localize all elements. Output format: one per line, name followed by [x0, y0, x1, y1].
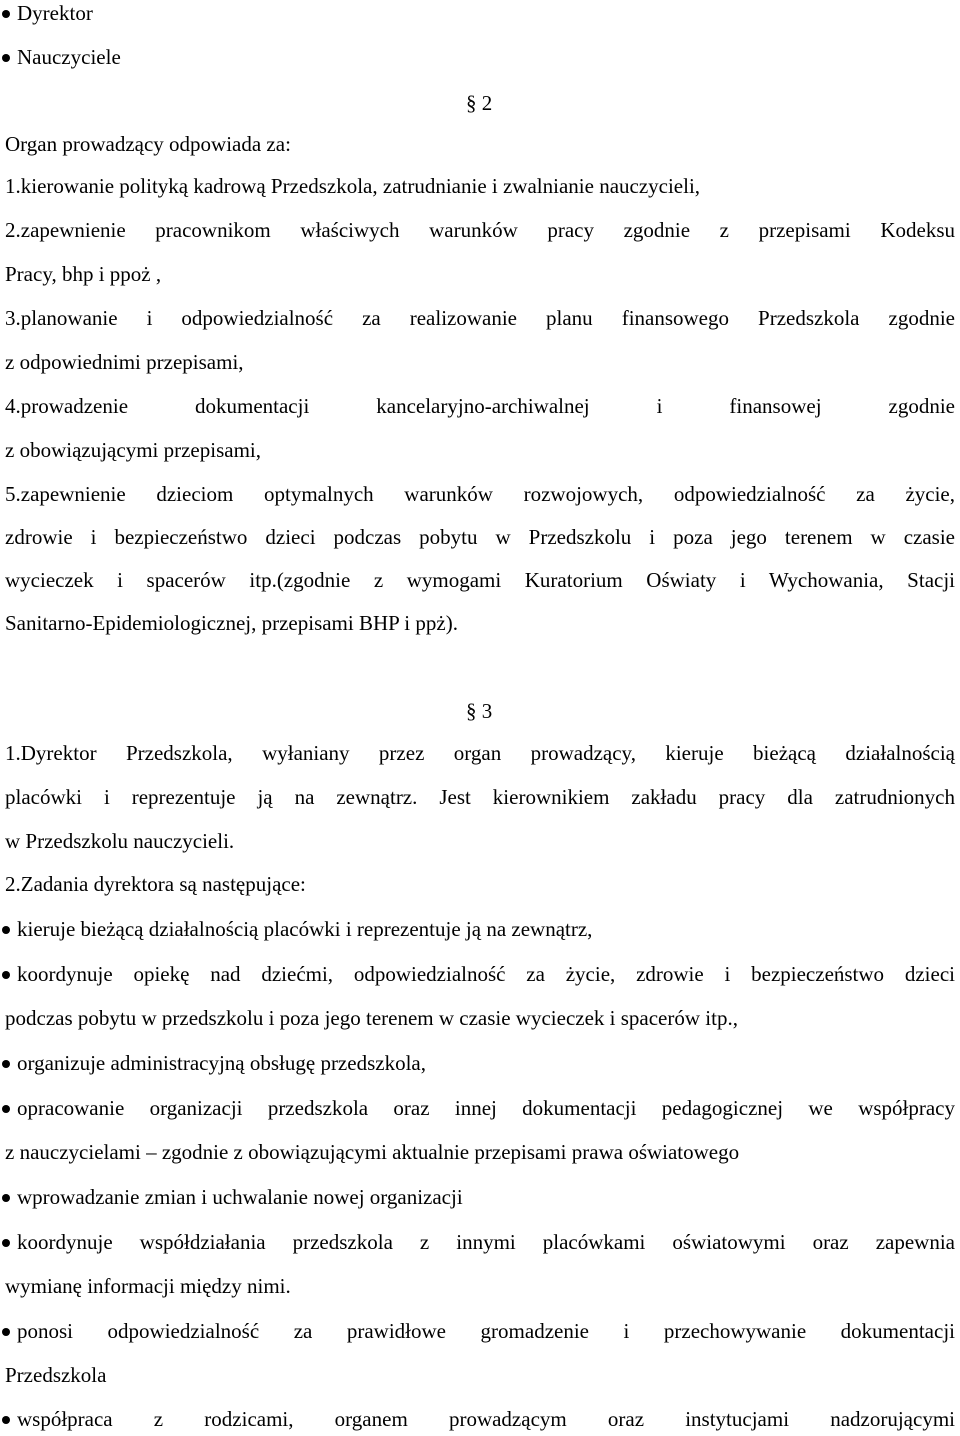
paragraph-line: Sanitarno-Epidemiologicznej, przepisami BHP i ppż). [5, 611, 458, 635]
list-item-text: koordynuje współdziałania przedszkola z innymi placówkami oświatowymi oraz zapewnia [17, 1230, 955, 1254]
paragraph-line: 3.planowanie i odpowiedzialność za realizowanie planu finansowego Przedszkola zgodnie [5, 306, 955, 330]
bullet-icon [2, 971, 10, 979]
paragraph-line: 2.zapewnienie pracownikom właściwych warunków pracy zgodnie z przepisami Kodeksu [5, 218, 955, 242]
list-item [2, 959, 955, 989]
paragraph-line: wycieczek i spacerów itp.(zgodnie z wymogami Kuratorium Oświaty i Wychowania, Stacji [5, 568, 955, 592]
list-item-text: wprowadzanie zmian i uchwalanie nowej organizacji [17, 1185, 463, 1209]
paragraph-line: 2.Zadania dyrektora są następujące: [5, 872, 306, 896]
bullet-icon [2, 1105, 10, 1113]
bullet-icon [2, 1239, 10, 1247]
list-item [2, 1404, 955, 1434]
paragraph-line: placówki i reprezentuje ją na zewnątrz. Jest kierownikiem zakładu pracy dla zatrudnionych [5, 785, 955, 809]
bullet-icon [2, 1060, 10, 1068]
section-marker: § 2 [466, 91, 493, 115]
list-item-text: ponosi odpowiedzialność za prawidłowe gromadzenie i przechowywanie dokumentacji [17, 1319, 955, 1343]
list-item-text: kieruje bieżącą działalnością placówki i reprezentuje ją na zewnątrz, [17, 917, 593, 941]
list-item-text: współpraca z rodzicami, organem prowadzącym oraz instytucjami nadzorującymi [17, 1407, 955, 1431]
bullet-icon [2, 54, 10, 62]
bullet-icon [2, 1416, 10, 1424]
paragraph-line: Pracy, bhp i ppoż , [5, 262, 162, 286]
paragraph-line: 4.prowadzenie dokumentacji kancelaryjno-archiwalnej i finansowej zgodnie [5, 394, 955, 418]
list-item-text: organizuje administracyjną obsługę przedszkola, [17, 1051, 426, 1075]
paragraph-line: w Przedszkolu nauczycieli. [5, 829, 235, 853]
list-item [2, 1227, 955, 1257]
bullet-icon [2, 926, 10, 934]
list-item-text: opracowanie organizacji przedszkola oraz innej dokumentacji pedagogicznej we współpracy [17, 1096, 955, 1120]
paragraph-line: z nauczycielami – zgodnie z obowiązującymi aktualnie przepisami prawa oświatowego [5, 1140, 740, 1164]
paragraph-line: 1.kierowanie polityką kadrową Przedszkola, zatrudnianie i zwalnianie nauczycieli, [5, 174, 701, 198]
list-item-text: Nauczyciele [17, 45, 121, 69]
paragraph-line: z obowiązującymi przepisami, [5, 438, 261, 462]
list-item [2, 0, 955, 28]
bullet-icon [2, 10, 10, 18]
bullet-icon [2, 1194, 10, 1202]
list-item [2, 914, 955, 944]
list-item [2, 1048, 955, 1078]
paragraph-line: z odpowiednimi przepisami, [5, 350, 244, 374]
list-item [2, 1182, 955, 1212]
list-item-text: Dyrektor [17, 1, 93, 25]
bullet-icon [2, 1328, 10, 1336]
list-item [2, 42, 955, 72]
paragraph-line: Przedszkola [5, 1363, 107, 1387]
paragraph-line: podczas pobytu w przedszkolu i poza jego terenem w czasie wycieczek i spacerów itp., [5, 1006, 738, 1030]
section-marker: § 3 [466, 699, 493, 723]
list-item [2, 1093, 955, 1123]
paragraph-line: 1.Dyrektor Przedszkola, wyłaniany przez organ prowadzący, kieruje bieżącą działalnością [5, 741, 955, 765]
paragraph-line: 5.zapewnienie dzieciom optymalnych warunków rozwojowych, odpowiedzialność za życie, [5, 482, 955, 506]
paragraph-line: Organ prowadzący odpowiada za: [5, 132, 291, 156]
paragraph-line: wymianę informacji między nimi. [5, 1274, 291, 1298]
paragraph-line: zdrowie i bezpieczeństwo dzieci podczas pobytu w Przedszkolu i poza jego terenem w czasie [5, 525, 955, 549]
list-item-text: koordynuje opiekę nad dziećmi, odpowiedzialność za życie, zdrowie i bezpieczeństwo dzieci [17, 962, 955, 986]
list-item [2, 1316, 955, 1346]
